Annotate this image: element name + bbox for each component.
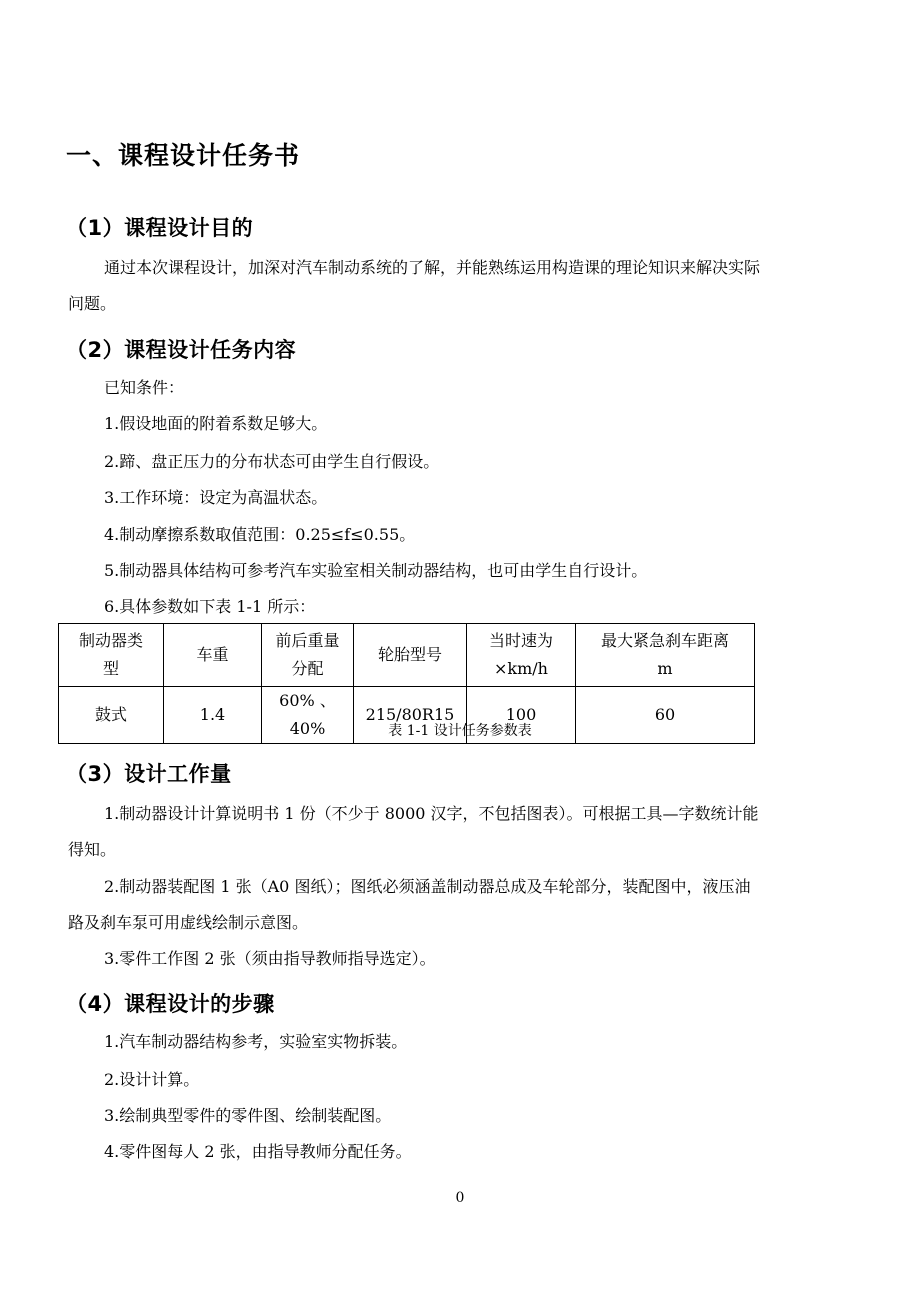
list-item: 1.制动器设计计算说明书 1 份（不少于 8000 汉字，不包括图表）。可根据工具—字数统计能 (104, 804, 759, 823)
section-heading-2: （2）课程设计任务内容 (66, 338, 297, 362)
table-header-cell: 车重 (164, 624, 262, 687)
table-cell: 215/80R15 (354, 687, 467, 744)
list-item: 1.汽车制动器结构参考，实验室实物拆装。 (104, 1032, 408, 1051)
list-item: 6.具体参数如下表 1-1 所示： (104, 597, 316, 616)
table-header-cell: 当时速为 ×km/h (467, 624, 576, 687)
table-cell: 60 (576, 687, 755, 744)
paragraph-line: 通过本次课程设计，加深对汽车制动系统的了解，并能熟练运用构造课的理论知识来解决实际 (104, 258, 761, 277)
paragraph-line: 已知条件： (104, 378, 185, 397)
table-cell: 100 (467, 687, 576, 744)
list-item: 4.制动摩擦系数取值范围：0.25≤f≤0.55。 (104, 525, 416, 544)
list-item: 2.制动器装配图 1 张（A0 图纸）；图纸必须涵盖制动器总成及车轮部分，装配图中，液压油 (104, 877, 751, 896)
paragraph-line: 路及刹车泵可用虚线绘制示意图。 (68, 913, 309, 932)
table-header-cell: 制动器类 型 (59, 624, 164, 687)
table-header-cell: 前后重量 分配 (262, 624, 354, 687)
list-item: 5.制动器具体结构可参考汽车实验室相关制动器结构，也可由学生自行设计。 (104, 561, 648, 580)
table-header-cell: 轮胎型号 (354, 624, 467, 687)
paragraph-line: 得知。 (68, 840, 117, 859)
page-title: 一、课程设计任务书 (66, 141, 301, 170)
list-item: 3.绘制典型零件的零件图、绘制装配图。 (104, 1106, 392, 1125)
table-caption: 表 1-1 设计任务参数表 (388, 723, 532, 739)
paragraph-line: 问题。 (68, 294, 117, 313)
section-heading-4: （4）课程设计的步骤 (66, 992, 275, 1016)
list-item: 3.工作环境：设定为高温状态。 (104, 488, 328, 507)
list-item: 1.假设地面的附着系数足够大。 (104, 414, 328, 433)
table-cell: 鼓式 (59, 687, 164, 744)
table-header-row (59, 624, 755, 687)
list-item: 4.零件图每人 2 张，由指导教师分配任务。 (104, 1142, 412, 1161)
list-item: 3.零件工作图 2 张（须由指导教师指导选定）。 (104, 949, 436, 968)
list-item: 2.设计计算。 (104, 1070, 200, 1089)
table-cell: 1.4 (164, 687, 262, 744)
section-heading-1: （1）课程设计目的 (66, 216, 254, 240)
page-number: 0 (455, 1190, 465, 1206)
table-header-cell: 最大紧急刹车距离 m (576, 624, 755, 687)
table-cell: 60% 、40% (262, 687, 354, 744)
list-item: 2.蹄、盘正压力的分布状态可由学生自行假设。 (104, 452, 440, 471)
section-heading-3: （3）设计工作量 (66, 762, 232, 786)
